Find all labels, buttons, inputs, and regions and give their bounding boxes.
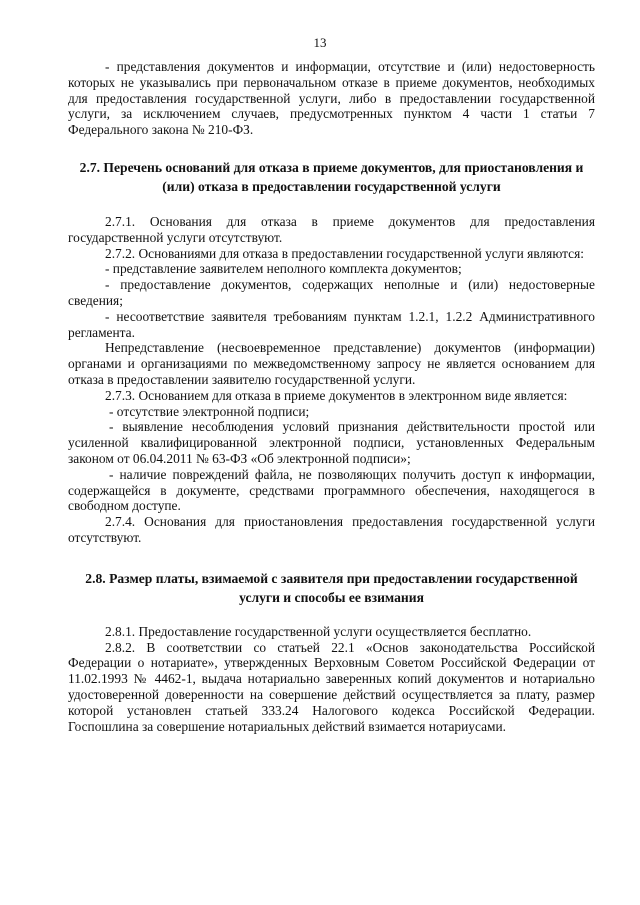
- page-number: 13: [313, 35, 327, 50]
- list-item-applicant-mismatch: - несоответствие заявителя требованиям пунктам 1.2.1, 1.2.2 Административного регламента.: [68, 308, 595, 340]
- list-item-signature-invalid: - выявление несоблюдения условий признания действительности простой или усиленной квалифицированной электронной подписи, установленных Федеральным законом от 06.04.2011 № 63-ФЗ «Об электронной подписи»;: [68, 419, 595, 466]
- section-heading-2-7: 2.7. Перечень оснований для отказа в приеме документов, для приостановления и (или) отказа в предоставлении государственной услуги: [79, 159, 584, 194]
- list-item-invalid-information: - предоставление документов, содержащих неполные и (или) недостоверные сведения;: [68, 277, 595, 308]
- paragraph-2-7-3: 2.7.3. Основанием для отказа в приеме документов в электронном виде является:: [105, 387, 568, 403]
- list-item-incomplete-documents: - представление заявителем неполного комплекта документов;: [105, 261, 462, 277]
- paragraph-2-8-2: 2.8.2. В соответствии со статьей 22.1 «Основ законодательства Российской Федерации о нотариате», утвержденных Верховным Советом Российской Федерации от 11.02.1993 № 4462-1, выдача нотариально заверенных копий документов и нотариально удостоверенной доверенности на совершение действий осуществляется за плату, размер которой установлен статьей 333.24 Налогового кодекса Российской Федерации. Госпошлина за совершение нотариальных действий взимается нотариусами.: [68, 639, 595, 734]
- paragraph-2-7-1: 2.7.1. Основания для отказа в приеме документов для предоставления государственной услуги отсутствуют.: [68, 213, 595, 245]
- document-body: [68, 59, 595, 734]
- paragraph-2-7-2: 2.7.2. Основаниями для отказа в предоставлении государственной услуги являются:: [105, 245, 584, 261]
- list-item-no-signature: - отсутствие электронной подписи;: [109, 403, 310, 419]
- paragraph-interagency-request: Непредставление (несвоевременное представление) документов (информации) органами и организациями по межведомственному запросу не является основанием для отказа в предоставлении заявителю государственной услуги.: [68, 340, 595, 387]
- paragraph-2-7-4: 2.7.4. Основания для приостановления предоставления государственной услуги отсутствуют.: [68, 514, 595, 545]
- section-heading-2-8: 2.8. Размер платы, взимаемой с заявителя при предоставлении государственной услуги и способы ее взимания: [85, 570, 578, 605]
- paragraph-2-8-1: 2.8.1. Предоставление государственной услуги осуществляется бесплатно.: [105, 623, 532, 639]
- intro-list-item: - представления документов и информации, отсутствие и (или) недостоверность которых не указывались при первоначальном отказе в приеме документов, необходимых для предоставления государственной услуги, либо в предоставлении государственной услуги, за исключением случаев, предусмотренных пунктом 4 части 1 статьи 7 Федерального закона № 210-ФЗ.: [68, 59, 595, 138]
- list-item-file-damage: - наличие повреждений файла, не позволяющих получить доступ к информации, содержащейся в документе, средствами программного обеспечения, находящегося в свободном доступе.: [68, 466, 595, 514]
